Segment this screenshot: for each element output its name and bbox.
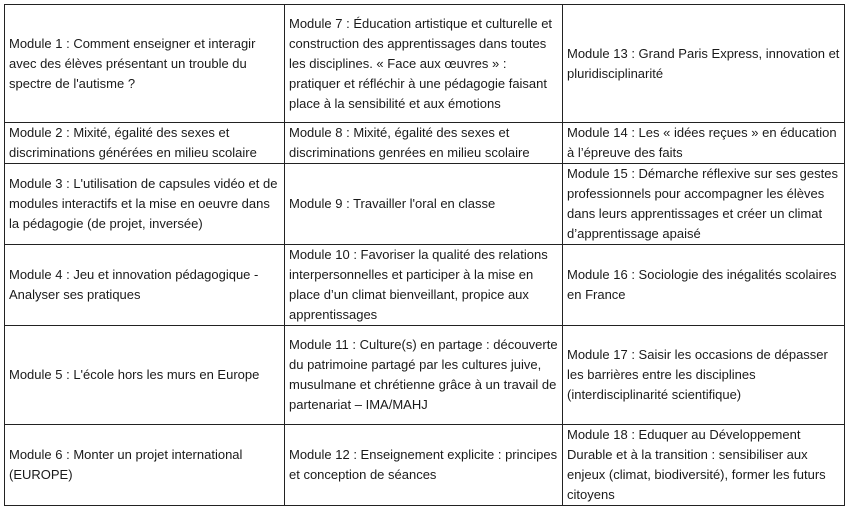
table-row [5, 164, 845, 245]
module-18-cell: Module 18 : Eduquer au Développement Durable et à la transition : sensibiliser aux enjeux (climat, biodiversité), former les futurs citoyens [563, 425, 845, 506]
table-row [5, 425, 845, 506]
module-15-cell: Module 15 : Démarche réflexive sur ses gestes professionnels pour accompagner les élèves dans leurs apprentissages et créer un climat d’apprentissage apaisé [563, 164, 845, 245]
module-6-cell: Module 6 : Monter un projet international (EUROPE) [5, 425, 285, 506]
module-1-cell: Module 1 : Comment enseigner et interagir avec des élèves présentant un trouble du spectre de l'autisme ? [5, 5, 285, 123]
module-3-cell: Module 3 : L'utilisation de capsules vidéo et de modules interactifs et la mise en oeuvre dans la pédagogie (de projet, inversée) [5, 164, 285, 245]
module-14-cell: Module 14 : Les « idées reçues » en éducation à l’épreuve des faits [563, 123, 845, 164]
module-8-cell: Module 8 : Mixité, égalité des sexes et discriminations genrées en milieu scolaire [285, 123, 563, 164]
module-11-cell: Module 11 : Culture(s) en partage : découverte du patrimoine partagé par les cultures juive, musulmane et chrétienne grâce à un travail de partenariat – IMA/MAHJ [285, 326, 563, 425]
module-4-cell: Module 4 : Jeu et innovation pédagogique - Analyser ses pratiques [5, 245, 285, 326]
table-row [5, 5, 845, 123]
module-16-cell: Module 16 : Sociologie des inégalités scolaires en France [563, 245, 845, 326]
table-row [5, 326, 845, 425]
module-9-cell: Module 9 : Travailler l'oral en classe [285, 164, 563, 245]
modules-table [4, 4, 845, 506]
module-7-cell: Module 7 : Éducation artistique et culturelle et construction des apprentissages dans toutes les disciplines. « Face aux œuvres » : pratiquer et réfléchir à une pédagogie faisant place à la sensibilité et aux émotions [285, 5, 563, 123]
module-5-cell: Module 5 : L'école hors les murs en Europe [5, 326, 285, 425]
module-12-cell: Module 12 : Enseignement explicite : principes et conception de séances [285, 425, 563, 506]
module-17-cell: Module 17 : Saisir les occasions de dépasser les barrières entre les disciplines (interdisciplinarité scientifique) [563, 326, 845, 425]
table-row [5, 123, 845, 164]
module-2-cell: Module 2 : Mixité, égalité des sexes et discriminations générées en milieu scolaire [5, 123, 285, 164]
module-10-cell: Module 10 : Favoriser la qualité des relations interpersonnelles et participer à la mise en place d’un climat bienveillant, propice aux apprentissages [285, 245, 563, 326]
module-13-cell: Module 13 : Grand Paris Express, innovation et pluridisciplinarité [563, 5, 845, 123]
table-row [5, 245, 845, 326]
